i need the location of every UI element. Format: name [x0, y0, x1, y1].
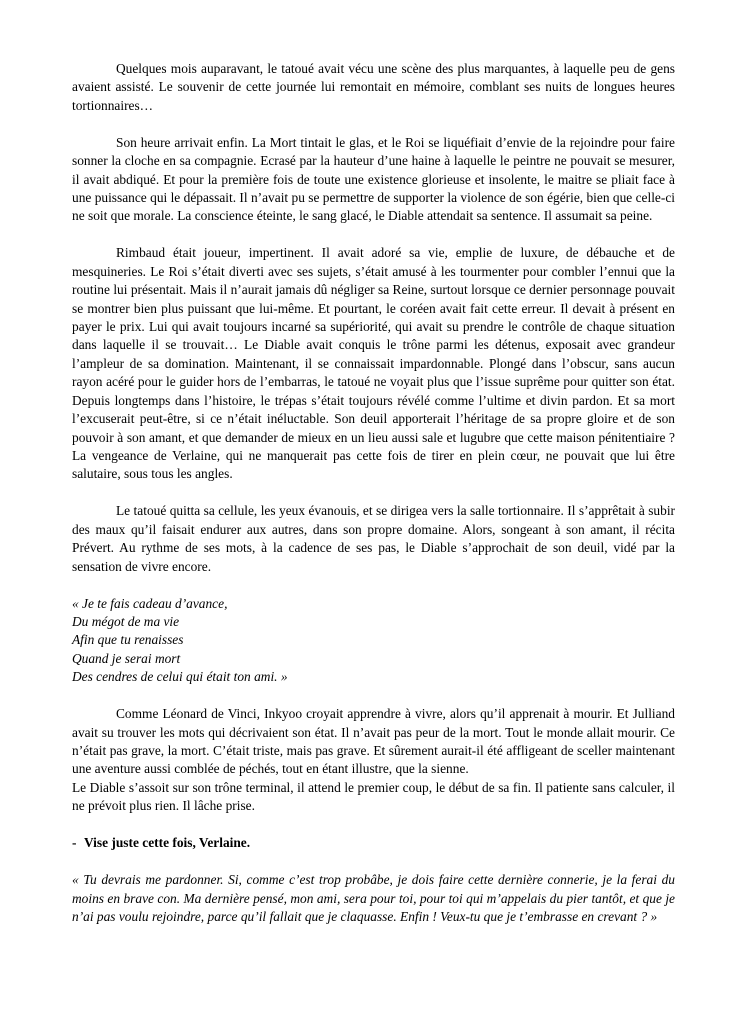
paragraph-2: Son heure arrivait enfin. La Mort tintait le glas, et le Roi se liquéfiait d’envie de la rejoindre pour faire sonner la cloche en sa compagnie. Ecrasé par la hauteur d’une haine à laquelle le peintre ne pouvait se mesurer, il avait abdiqué. Et pour la première fois de toute une existence glorieuse et insolente, le maitre se pliait face à une puissance qui le dépassait. Il n’avait pu se permettre de supporter la violence de son égérie, bien que celle-ci ne soit que morale. La conscience éteinte, le sang glacé, le Diable attendait sa sentence. Il assumait sa peine. [72, 134, 675, 224]
paragraph-6: Le Diable s’assoit sur son trône terminal, il attend le premier coup, le début de sa fin. Il patiente sans calculer, il ne prévoit plus rien. Il lâche prise. [72, 779, 675, 814]
dialogue-dash: - [72, 835, 77, 851]
poem-quote [72, 595, 675, 687]
paragraph-3: Rimbaud était joueur, impertinent. Il avait adoré sa vie, emplie de luxure, de débauche et de mesquineries. Le Roi s’était diverti avec ses sujets, s’était amusé à les tourmenter pour combler l’ennui que la routine lui présentait. Mais il n’aurait jamais dû négliger sa Reine, surtout lorsque ce dernier personnage pouvait se montrer bien plus puissant que lui-même. Et pourtant, le coréen avait fait cette erreur. Il devait à présent en payer le prix. Lui qui avait toujours incarné sa supériorité, qui avait su prendre le contrôle de chaque situation dans laquelle il se trouvait… Le Diable avait conquis le trône parmi les détenus, exposait avec grandeur l’ampleur de sa domination. Maintenant, il se connaissait impardonnable. Plongé dans l’obscur, sans aucun rayon acéré pour le guider hors de l’embarras, le tatoué ne voyait plus que l’issue suprême pour quitter son état. Depuis longtemps dans l’histoire, le trépas s’était toujours révélé comme l’ultime et divin pardon. Et sa mort l’excuserait peut-être, si ce n’était inéluctable. Son deuil apporterait l’héritage de sa propre gloire et de son pouvoir à son amant, et que demander de mieux en un lieu aussi sale et lugubre que cette maison pénitentiaire ? La vengeance de Verlaine, qui ne manquerait pas cette fois de tirer en plein cœur, ne pouvait que lui être salutaire, sous tous les angles. [72, 245, 675, 482]
document-page [72, 60, 675, 926]
poem-line-5: Des cendres de celui qui était ton ami. » [72, 669, 288, 685]
poem-line-3: Afin que tu renaisses [72, 632, 184, 648]
paragraph-5: Comme Léonard de Vinci, Inkyoo croyait apprendre à vivre, alors qu’il apprenait à mourir. Et Julliand avait su trouver les mots qui décrivaient son état. Il n’avait pas peur de la mort. Tout le monde allait mourir. Ce n’était pas grave, la mort. C’était triste, mais pas grave. Et sûrement aurait-il été affligeant de sceller maintenant une aventure aussi comblée de péchés, tout en étant illustre, que la sienne. [72, 706, 675, 777]
paragraph-1: Quelques mois auparavant, le tatoué avait vécu une scène des plus marquantes, à laquelle peu de gens avaient assisté. Le souvenir de cette journée lui remontait en mémoire, comblant ses nuits de longues heures tortionnaires… [72, 61, 675, 113]
poem-line-1: « Je te fais cadeau d’avance, [72, 595, 228, 611]
dialogue-text: Vise juste cette fois, Verlaine. [84, 835, 251, 851]
closing-quote: « Tu devrais me pardonner. Si, comme c’est trop probâbe, je dois faire cette dernière connerie, je la ferai du moins en brave con. Ma dernière pensé, mon ami, sera pour toi, pour toi qui m’appelais du pier tantôt, et que je n’ai pas voulu rejoindre, parce qu’il fallait que je claquasse. Enfin ! Veux-tu que je t’embrasse en crevant ? » [72, 872, 675, 924]
paragraph-4: Le tatoué quitta sa cellule, les yeux évanouis, et se dirigea vers la salle tortionnaire. Il s’apprêtait à subir des maux qu’il faisait endurer aux autres, dans son propre domaine. Alors, songeant à son amant, il récita Prévert. Au rythme de ses mots, à la cadence de ses pas, le Diable s’approchait de son deuil, vidé par la sensation de vivre encore. [72, 503, 675, 574]
poem-line-4: Quand je serai mort [72, 650, 181, 666]
poem-line-2: Du mégot de ma vie [72, 613, 180, 629]
dialogue-line [72, 834, 675, 852]
